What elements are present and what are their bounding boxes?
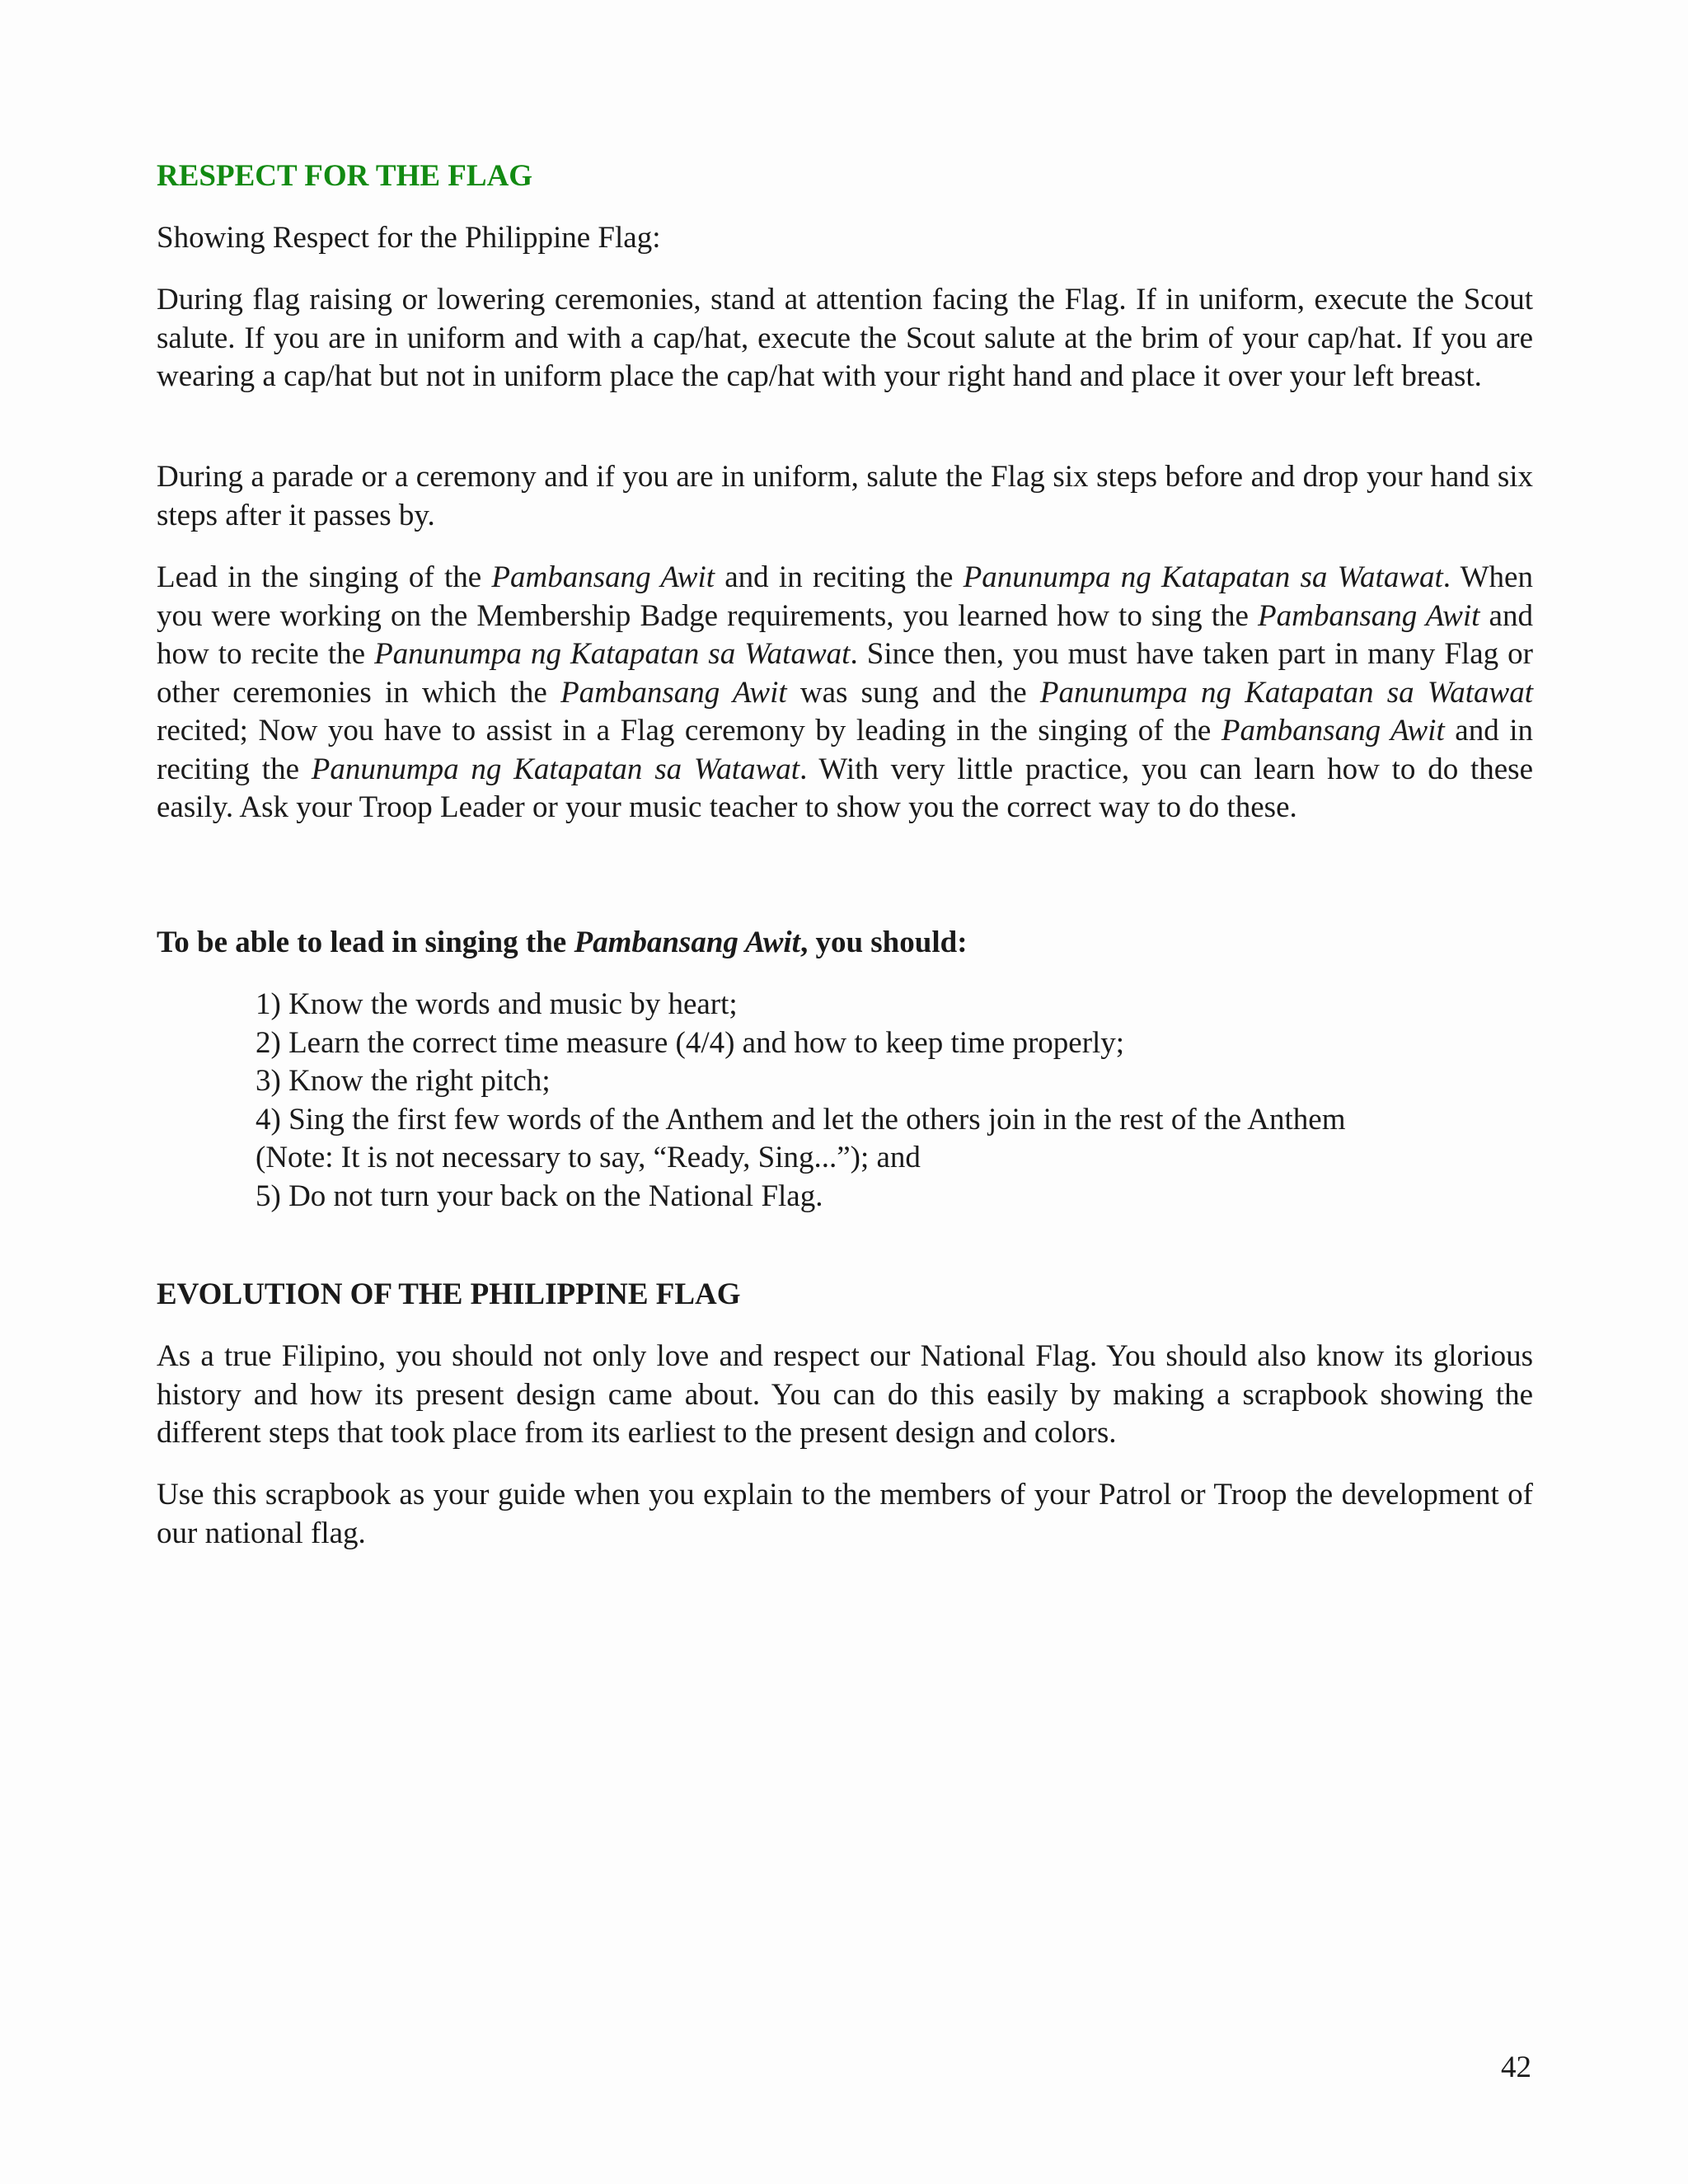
list-item: 3) Know the right pitch;: [256, 1064, 551, 1098]
section-heading-respect-for-the-flag: RESPECT FOR THE FLAG: [157, 159, 533, 193]
paragraph-parade: During a parade or a ceremony and if you are in uniform, salute the Flag six steps before and drop your hand six steps after it passes by.: [157, 460, 1533, 532]
para-text: . When you were working on the Membership Badge requirements, you learned how to sing the: [157, 560, 1533, 633]
para-text: recited; Now you have to assist in a Flag ceremony by leading in the singing of the: [157, 714, 1221, 748]
list-item: 1) Know the words and music by heart;: [256, 987, 738, 1021]
section-heading-evolution: EVOLUTION OF THE PHILIPPINE FLAG: [157, 1277, 741, 1311]
subhead-text: , you should:: [799, 926, 968, 959]
anthem-title: Pambansang Awit: [560, 675, 787, 710]
page-number: 42: [1501, 2050, 1531, 2084]
para-text: . With very little practice, you can learn how to do these easily. Ask your Troop Leader or your music teacher to show you the correct way to do these.: [157, 752, 1533, 824]
paragraph-flag-ceremonies: During flag raising or lowering ceremonies, stand at attention facing the Flag. If in uniform, execute the Scout salute. If you are in uniform and with a cap/hat, execute the Scout salute at the brim of your cap/hat. If you are wearing a cap/hat but not in uniform place the cap/hat with your right hand and place it over your left breast.: [157, 283, 1533, 393]
para-text: Lead in the singing of the: [157, 560, 492, 594]
anthem-title: Pambansang Awit: [491, 560, 715, 594]
para-text: was sung and the: [786, 675, 1040, 710]
subheading-lead-singing: [157, 924, 1533, 962]
para-text: . Since then, you must have taken part in many Flag or other ceremonies in which the: [157, 637, 1533, 710]
list-item: 4) Sing the first few words of the Anthem and let the others join in the rest of the Anthem: [256, 1102, 1346, 1137]
pledge-title: Panunumpa ng Katapatan sa Watawat: [963, 560, 1443, 594]
anthem-title: Pambansang Awit: [574, 926, 800, 959]
pledge-title: Panunumpa ng Katapatan sa Watawat: [1039, 675, 1533, 710]
subhead-text: To be able to lead in singing the: [157, 926, 574, 959]
para-text: and how to recite the: [157, 598, 1533, 671]
paragraph-lead-singing: [157, 559, 1533, 827]
paragraph-scrapbook-guide: Use this scrapbook as your guide when you explain to the members of your Patrol or Troop the development of our national flag.: [157, 1478, 1533, 1550]
anthem-title: Pambansang Awit: [1258, 598, 1480, 633]
pledge-title: Panunumpa ng Katapatan sa Watawat: [374, 637, 851, 671]
list-item: 5) Do not turn your back on the National Flag.: [256, 1179, 823, 1213]
pledge-title: Panunumpa ng Katapatan sa Watawat: [311, 752, 800, 786]
paragraph-true-filipino: As a true Filipino, you should not only love and respect our National Flag. You should also know its glorious history and how its present design came about. You can do this easily by making a scrapbook showing the different steps that took place from its earliest to the present design and colors.: [157, 1339, 1533, 1450]
para-text: and in reciting the: [715, 560, 964, 594]
list-item: 2) Learn the correct time measure (4/4) and how to keep time properly;: [256, 1025, 1125, 1060]
intro-text: Showing Respect for the Philippine Flag:: [157, 221, 661, 255]
anthem-title: Pambansang Awit: [1221, 714, 1445, 748]
para-text: and in reciting the: [157, 714, 1534, 786]
list-item: (Note: It is not necessary to say, “Ready, Sing...”); and: [256, 1141, 921, 1174]
singing-requirements-list: [256, 986, 1533, 1216]
